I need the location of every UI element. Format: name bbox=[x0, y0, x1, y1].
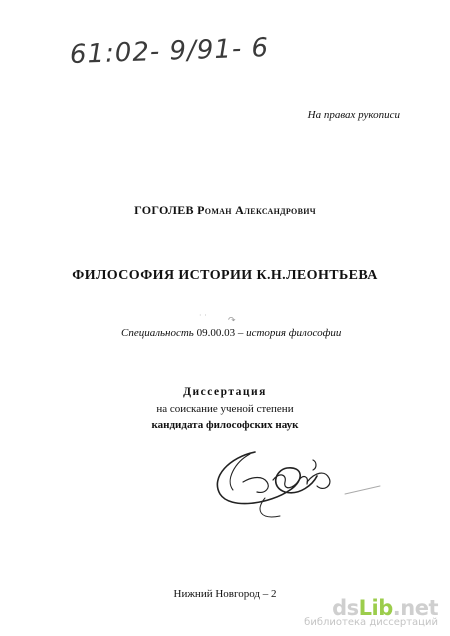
degree-line: на соискание ученой степени bbox=[156, 403, 294, 415]
speciality-dash: – bbox=[237, 327, 244, 339]
stamp-trace-icon: ↷ bbox=[228, 316, 236, 326]
stamp-trace-icon: · · bbox=[199, 311, 207, 320]
author-name: Роман Александрович bbox=[197, 203, 316, 217]
speciality-code: 09.00.03 bbox=[196, 327, 236, 339]
watermark-subtitle: библиотека диссертаций bbox=[304, 617, 438, 628]
author-surname: ГОГОЛЕВ bbox=[134, 203, 194, 217]
dissertation-title: ФИЛОСОФИЯ ИСТОРИИ К.Н.ЛЕОНТЬЕВА bbox=[72, 268, 378, 283]
city-year: Нижний Новгород – 2 bbox=[173, 588, 277, 600]
watermark-logo: dsLib.net bbox=[332, 596, 438, 620]
degree-field-line: кандидата философских наук bbox=[151, 419, 299, 431]
rights-note: На правах рукописи bbox=[307, 109, 400, 121]
handwritten-signature-icon bbox=[195, 432, 385, 522]
site-watermark bbox=[304, 596, 438, 628]
speciality-field: история философии bbox=[246, 327, 342, 339]
dissertation-heading: Диссертация bbox=[183, 386, 267, 398]
author-line bbox=[0, 203, 450, 218]
speciality-line bbox=[121, 327, 341, 339]
handwritten-catalog-code: 61:02- 9/91- 6 bbox=[69, 33, 270, 70]
speciality-label: Специальность bbox=[121, 327, 194, 339]
